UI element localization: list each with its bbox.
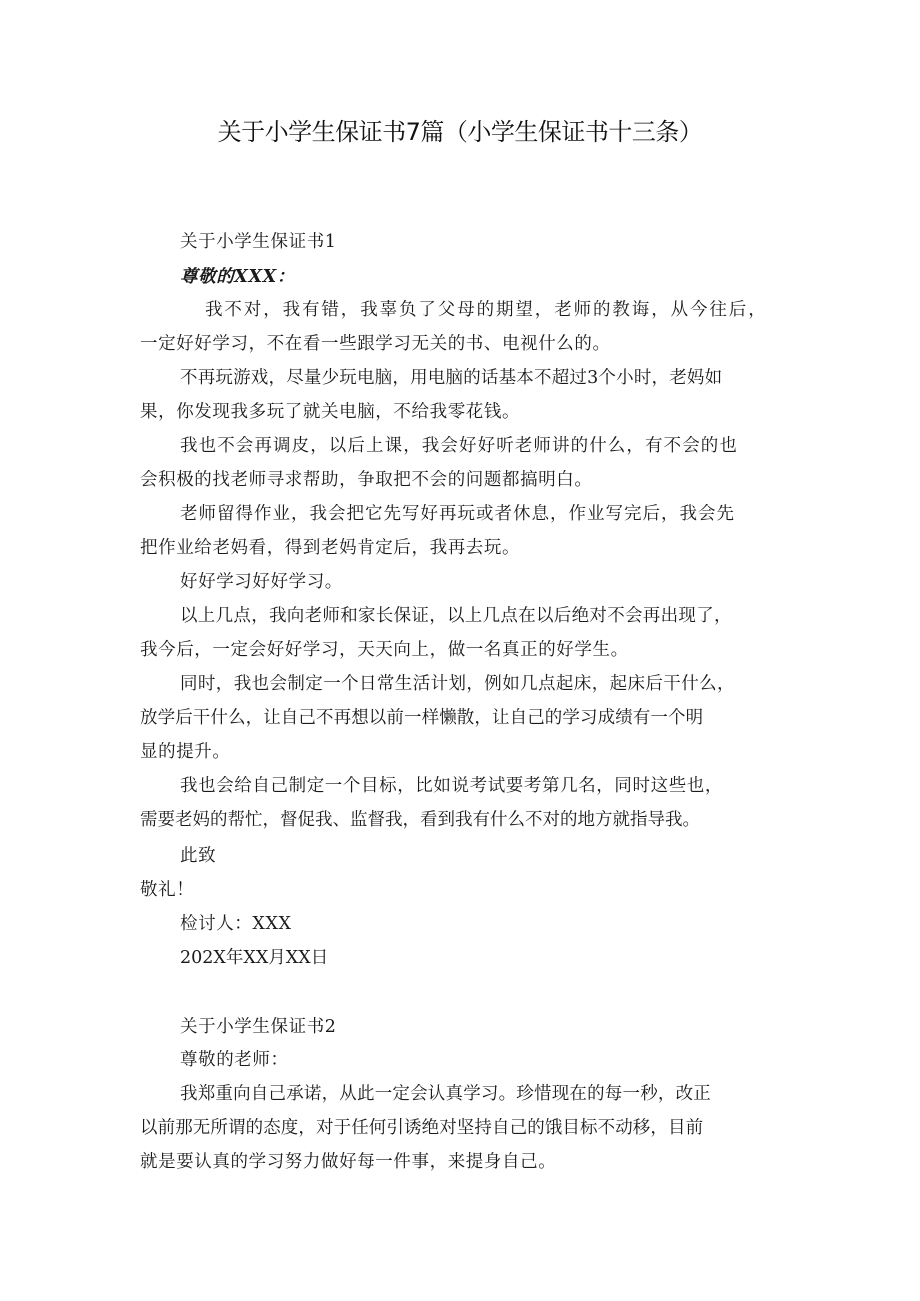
signer: 检讨人：XXX (180, 914, 292, 934)
paragraph-line: 一定好好学习，不在看一些跟学习无关的书、电视什么的。 (140, 334, 611, 354)
closing-line: 此致 (180, 846, 217, 866)
paragraph-line: 老师留得作业，我会把它先写好再玩或者休息，作业写完后，我会先 (180, 504, 735, 524)
salutation: 尊敬的XXX： (180, 267, 295, 287)
closing-line: 敬礼！ (140, 880, 195, 900)
paragraph-line: 我不对，我有错，我辜负了父母的期望，老师的教诲，从今往后， (205, 300, 768, 320)
paragraph-line: 好好学习好好学习。 (180, 572, 343, 592)
paragraph-line: 不再玩游戏，尽量少玩电脑，用电脑的话基本不超过3个小时，老妈如 (180, 368, 723, 388)
document-title: 关于小学生保证书7篇（小学生保证书十三条） (217, 118, 703, 146)
salutation: 尊敬的老师： (180, 1050, 289, 1070)
paragraph-line: 我今后，一定会好好学习，天天向上，做一名真正的好学生。 (140, 640, 629, 660)
section-heading: 关于小学生保证书2 (180, 1017, 337, 1037)
paragraph-line: 放学后干什么，让自己不再想以前一样懒散，让自己的学习成绩有一个明 (140, 708, 704, 728)
paragraph-line: 以上几点，我向老师和家长保证，以上几点在以后绝对不会再出现了， (180, 606, 732, 626)
paragraph-line: 需要老妈的帮忙，督促我、监督我，看到我有什么不对的地方就指导我。 (140, 810, 700, 830)
paragraph-line: 就是要认真的学习努力做好每一件事，来提身自己。 (140, 1152, 557, 1172)
paragraph-line: 同时，我也会制定一个日常生活计划，例如几点起床，起床后干什么， (180, 674, 735, 694)
paragraph-line: 显的提升。 (140, 742, 231, 762)
date: 202X年XX月XX日 (180, 948, 329, 968)
paragraph-line: 果，你发现我多玩了就关电脑，不给我零花钱。 (140, 402, 521, 422)
paragraph-line: 以前那无所谓的态度，对于任何引诱绝对坚持自己的饿目标不动移，目前 (140, 1118, 704, 1138)
paragraph-line: 我也会给自己制定一个目标，比如说考试要考第几名，同时这些也， (180, 776, 723, 796)
paragraph-line: 我也不会再调皮，以后上课，我会好好听老师讲的什么，有不会的也 (180, 436, 738, 456)
section-heading: 关于小学生保证书1 (180, 232, 337, 252)
paragraph-line: 把作业给老妈看，得到老妈肯定后，我再去玩。 (140, 538, 521, 558)
paragraph-line: 我郑重向自己承诺，从此一定会认真学习。珍惜现在的每一秒，改正 (180, 1084, 711, 1104)
paragraph-line: 会积极的找老师寻求帮助，争取把不会的问题都搞明白。 (140, 470, 593, 490)
